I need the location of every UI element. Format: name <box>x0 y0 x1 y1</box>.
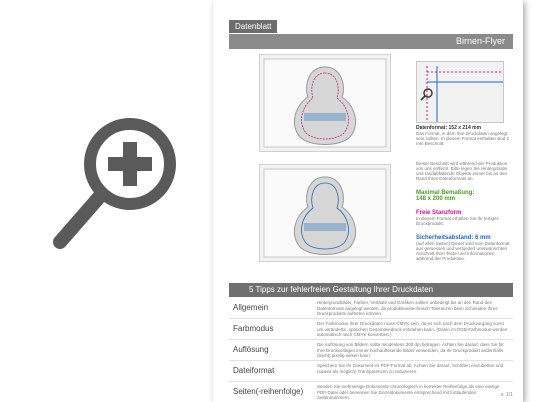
tip-name: Allgemein <box>233 303 269 312</box>
info-text: Das Format, in dem Ihre Druckdaten angelegt sein sollten. In diesem Format enthalten sind 2 mm Beschnitt. <box>416 131 510 146</box>
tip-text: Die Auflösung von Bildern sollte mindestens 300 dpi betragen. Achten Sie darauf, dass Sie für Ihre Druckvorlagen immer hochauflösende Bilder verwenden, da Ihr Druckprodukt andernfalls (leicht) pixelig wirken kann. <box>317 342 504 358</box>
tip-row <box>229 381 513 402</box>
info-text: 148 x 200 mm <box>416 196 456 202</box>
datasheet-preview <box>213 0 523 402</box>
zoom-in-icon-small <box>420 87 434 101</box>
info-title: Maximal Bemaßung: <box>416 190 475 196</box>
tip-row <box>229 297 513 319</box>
info-safety-margin <box>416 235 512 261</box>
info-die-cut <box>416 210 512 226</box>
title-bar <box>229 34 513 49</box>
info-title: Datenformat: 152 x 214 mm <box>416 125 482 131</box>
tip-name: Auflösung <box>233 345 269 354</box>
info-max-size <box>416 190 474 202</box>
tips-title: 5 Tipps zur fehlerfreien Gestaltung Ihrer Druckdaten <box>249 285 434 294</box>
info-title: Freie Stanzform <box>416 210 462 216</box>
tip-text: Hintergrundbilder, Farben, Verläufe und Grafiken sollten unbedingt bis an den Rand des Datenformats angelegt werden, da produktionstechnisch Toleranzen beim Schneiden Ihres Druckprodukts auftreten können. <box>317 300 498 316</box>
tip-name: Dateiformat <box>233 366 275 375</box>
info-bleed <box>416 161 512 181</box>
pear-diagram-back <box>259 164 391 262</box>
tip-name: Farbmodus <box>233 324 274 333</box>
magnifier-handle <box>60 195 101 242</box>
tip-row <box>229 318 513 340</box>
tip-row <box>229 339 513 361</box>
tip-text: Der Farbmodus Ihrer Druckdaten muss CMYK sein, da es sich nach dem Druckvorgang sonst um veränderte, optischen Gesamteindruck entstehen kann. (Daten im RGB-Farbmodus werden automatisch nach CMYK konvertiert.) <box>317 321 508 337</box>
zoom-in-icon[interactable] <box>48 112 183 272</box>
info-title: Sicherheitsabstand: 6 mm <box>416 235 491 241</box>
datasheet-tag: Datenblatt <box>229 20 277 33</box>
info-text: Dieser Beschnitt wird während der Produktion von uns entfernt. Bitte legen Sie Hintergründe und randabfallende Objekte immer bis an den Rand Ihres Datenformats an. <box>416 161 508 181</box>
tip-text: Speichern Sie Ihr Dokument im PDF-Format ab. Achten Sie darauf, Schriften einzubetten und (soweit als möglich) Transparenzen zu reduzieren. <box>317 363 504 374</box>
tip-name: Seiten(-reihenfolge) <box>233 387 304 396</box>
info-text: In diesem Format erhalten Sie Ihr fertiges Druckprodukt. <box>416 216 499 226</box>
tips-header <box>229 283 513 297</box>
tip-text: Senden Sie mehrseitige Dokumente chronologisch in korrekter Reihenfolge als eine einzige PDF-Datei oder benennen Sie Einzeldokumente entsprechend mit fortlaufenden Seitennummern. <box>317 384 500 400</box>
plus-horizontal <box>108 157 152 171</box>
document-title: Birnen-Flyer <box>455 36 505 46</box>
page-number: s. 1/1 <box>500 392 513 398</box>
tip-row <box>229 360 513 382</box>
info-data-format <box>416 125 512 146</box>
info-text: (auf allen Seiten) Dieser wird vom Datenformat aus gemessen und verhindert unerwünschten Anschnitt Ihrer Texte und Informationen während der Produktion. <box>416 241 510 261</box>
pear-diagram-front <box>259 54 391 152</box>
